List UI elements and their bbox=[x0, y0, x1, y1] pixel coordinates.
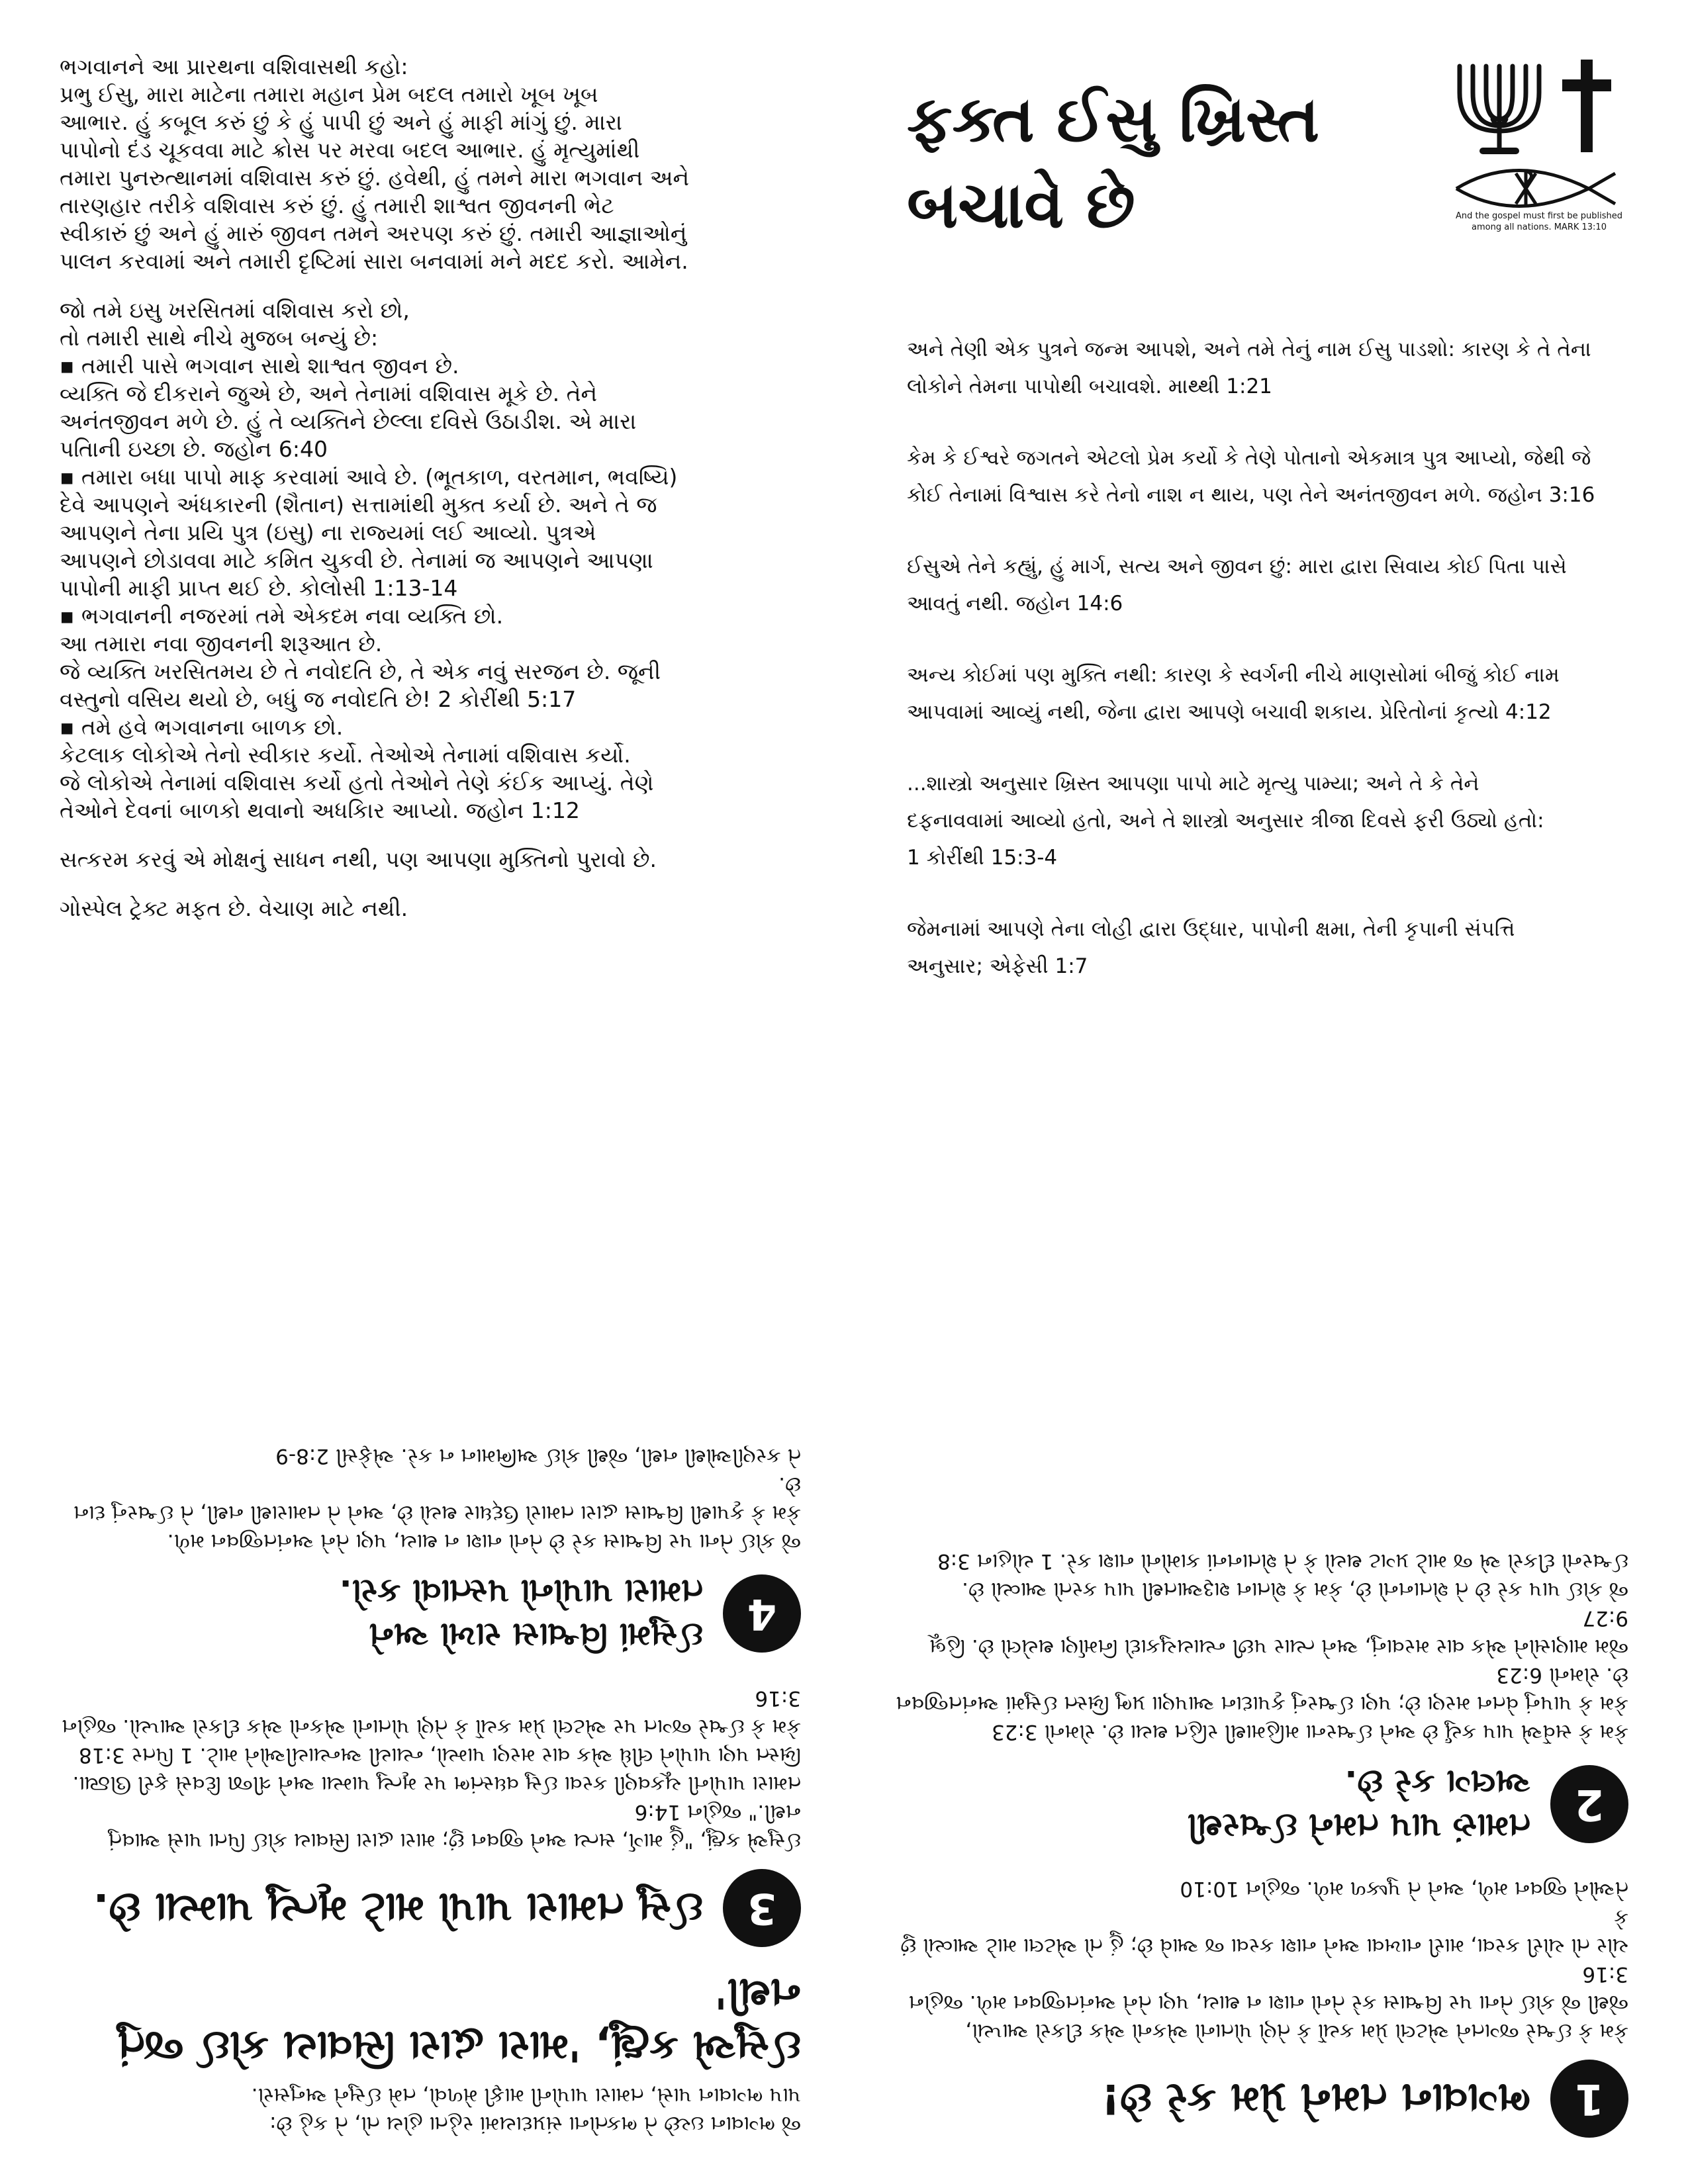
gospel-step bbox=[60, 1441, 801, 1657]
step-title: તમારું પાપ તમને ઈશ્વરથી અલગ કરે છે. bbox=[1187, 1763, 1530, 1845]
prayer-line: તારણહાર તરીકે વશિવાસ કરું છું. હું તમારી શાશ્વત જીવનની ભેટ bbox=[60, 193, 614, 218]
believe-line: પાપોની માફી પ્રાપ્ત થઈ છે. કોલોસી 1:13-14 bbox=[60, 575, 458, 601]
verse-item: અને તેણી એક પુત્રને જન્મ આપશે, અને તમે તેનું નામ ઈસુ પાડશો: કારણ કે તે તેના લોકોને તેમના પાપોથી બચાવશે. માથ્થી 1:21 bbox=[907, 338, 1591, 398]
believe-line: અનંતજીવન મળે છે. હું તે વ્યક્તિને છેલ્લા દવિસે ઉઠાડીશ. એ મારા bbox=[60, 408, 637, 434]
believe-line: તો તમારી સાથે નીચે મુજબ બન્યું છે: bbox=[60, 325, 379, 351]
bottom-right-panel bbox=[880, 1148, 1628, 2138]
believe-paragraph bbox=[60, 296, 801, 825]
gospel-step bbox=[60, 1684, 801, 1947]
logo-caption-line-2: among all nations. MARK 13:10 bbox=[1472, 222, 1607, 232]
believe-line: આ તમારા નવા જીવનની શરૂઆત છે. bbox=[60, 631, 383, 657]
verse-item: જેમનામાં આપણે તેના લોહી દ્વારા ઉદ્ધાર, પાપોની ક્ષમા, તેની કૃપાની સંપત્તિ અનુસાર; એફેસી 1:7 bbox=[907, 917, 1515, 978]
verse-item: ...શાસ્ત્રો અનુસાર ખ્રિસ્ત આપણા પાપો માટે મૃત્યુ પામ્યા; અને તે કે તેને દફનાવવામાં આવ્યો હતો, અને તે શાસ્ત્રો અનુસાર ત્રીજા દિવસે ફરી ઉઠ્યો હતો: 1 કોરીંથી 15:3-4 bbox=[907, 772, 1544, 870]
believe-line: જે વ્યક્તિ ખરસિતમય છે તે નવોદતિ છે, તે એક નવું સરજન છે. જૂની bbox=[60, 659, 661, 684]
step-header bbox=[60, 1570, 801, 1657]
believe-line: ▪ તમારી પાસે ભગવાન સાથે શાશ્વત જીવન છે. bbox=[60, 353, 459, 379]
believe-line: કેટલાક લોકોએ તેનો સ્વીકાર કર્યો. તેઓએ તેનામાં વશિવાસ કર્યો. bbox=[60, 742, 631, 768]
ichthys-chi-rho-icon bbox=[1456, 171, 1615, 207]
believe-line: ▪ તમે હવે ભગવાનના બાળક છો. bbox=[60, 714, 344, 740]
prayer-line: પ્રભુ ઈસુ, મારા માટેના તમારા મહાન પ્રેમ બદલ તમારો ખૂબ ખૂબ bbox=[60, 81, 598, 107]
believe-line: વસ્તુનો વસિય થયો છે, બધું જ નવોદતિ છે! 2 કોરીંથી 5:17 bbox=[60, 686, 577, 712]
title-line-1: ફક્ત ઈસુ ખ્રિસ્ત bbox=[907, 82, 1320, 156]
bottom-left-intro: જે ભગવાન ઇચ્છે તે ભક્તોના સંપ્રદાયમાં રહેતા હોય તો, તે કહે છે: પાપ ભગવાન પાસે, તમારા પાપોની માફી મેળવો, તમે ઈસુને અનુસરો. bbox=[251, 2083, 801, 2136]
logo-graphic bbox=[1443, 53, 1635, 212]
believe-line: પતિાની ઇચ્છા છે. જહોન 6:40 bbox=[60, 436, 328, 462]
menorah-icon bbox=[1460, 66, 1539, 151]
step-header bbox=[880, 1760, 1628, 1848]
gospel-step bbox=[880, 1874, 1628, 2138]
believe-line: જો તમે ઇસુ ખરસિતમાં વશિવાસ કરો છો, bbox=[60, 297, 410, 323]
believe-line: જે લોકોએ તેનામાં વશિવાસ કર્યો હતો તેઓને તેણે કંઈક આપ્યું. તેણે bbox=[60, 770, 654, 796]
believe-line: ▪ તમારા બધા પાપો માફ કરવામાં આવે છે. (ભૂતકાળ, વરતમાન, ભવષ્યિ) bbox=[60, 464, 678, 490]
step-header bbox=[880, 2060, 1628, 2138]
page-title bbox=[907, 76, 1423, 248]
bottom-left-lead: ઈસુએ કહ્યું, 'મારા દ્વારા સિવાય કોઈ જતું નથી' bbox=[117, 1970, 801, 2071]
prayer-line: પાપોનો દંડ ચૂકવવા માટે ક્રોસ પર મરવા બદલ આભાર. હું મૃત્યુમાંથી bbox=[60, 137, 640, 163]
prayer-line: આભાર. હું કબૂલ કરું છું કે હું પાપી છું અને હું માફી માંગું છું. મારા bbox=[60, 109, 622, 135]
verse-list bbox=[907, 331, 1635, 1019]
step-body: કેમ કે ઈશ્વરે જગતને એટલો પ્રેમ કર્યો કે તેણે પોતાનો એકનો એક દીકરો આપ્યો, જેથી જે કોઈ તેના પર વિશ્વાસ કરે તેનો નાશ ન થાય, પણ તેને અનંતજીવન મળે. જહોન 3:16 ચોર તો ચોરી કરવા, મારી નાખવા અને નાશ કરવા જ આવે છે; હું તો એટલા માટે આવ્યો છું કે તેઓને જીવન મળે, અને તે પુષ્કળ મળે. જહોન 10:10 bbox=[900, 1877, 1628, 2043]
step-number-badge: 4 bbox=[723, 1574, 801, 1653]
verse-item: ઈસુએ તેને કહ્યું, હું માર્ગ, સત્ય અને જીવન છું: મારા દ્વારા સિવાય કોઈ પિતા પાસે આવતું નથી. જહોન 14:6 bbox=[907, 555, 1567, 615]
step-title: ઈસુ તમારા પાપો માટે મૃત્યુ પામ્યા છે. bbox=[93, 1884, 703, 1933]
step-body: ઈસુએ કહ્યું, "હું માર્ગ, સત્ય અને જીવન છું; મારા દ્વારા સિવાય કોઈ પિતા પાસે આવતું નથી." જહોન 14:6 તમારા પાપોની ચૂકવણી કરવા ઈસુ વધસ્તંભ પર મૃત્યુ પામ્યા અને ત્રીજા દિવસે ફરી ઊઠ્યા. ખ્રિસ્ત પણ પાપોને લીધે એક વાર મરણ પામ્યો, ન્યાયી અન્યાયીઓને માટે. 1 પિતર 3:18 કેમ કે ઈશ્વરે જગત પર એટલો પ્રેમ કર્યો કે તેણે પોતાનો એકનો એક દીકરો આપ્યો. જહોન 3:16 bbox=[62, 1686, 801, 1852]
step-number-badge: 2 bbox=[1550, 1765, 1628, 1843]
cross-icon bbox=[1562, 60, 1611, 152]
bottom-left-sections bbox=[60, 1441, 801, 1947]
verse-item: અન્ય કોઈમાં પણ મુક્તિ નથી: કારણ કે સ્વર્ગની નીચે માણસોમાં બીજું કોઈ નામ આપવામાં આવ્યું નથી, જેના દ્વારા આપણે બચાવી શકાય. પ્રેરિતોનાં કૃત્યો 4:12 bbox=[907, 663, 1560, 724]
works-note: સત્કરમ કરવું એ મોક્ષનું સાધન નથી, પણ આપણા મુક્તિનો પુરાવો છે. bbox=[60, 846, 657, 872]
logo-caption-line-1: And the gospel must first be published bbox=[1455, 211, 1622, 221]
prayer-line: ભગવાનને આ પ્રારથના વશિવાસથી કહો: bbox=[60, 54, 408, 79]
step-number-badge: 1 bbox=[1550, 2060, 1628, 2138]
step-title: ભગવાન તમને પ્રેમ કરે છે! bbox=[1101, 2075, 1530, 2123]
step-number-badge: 3 bbox=[723, 1869, 801, 1947]
gospel-step bbox=[880, 1547, 1628, 1848]
step-body: કેમ કે સર્વેએ પાપ કર્યું છે અને ઈશ્વરના મહિમાથી રહિત થયા છે. રોમનો 3:23 કેમ કે પાપનું વેતન મરણ છે; પણ ઈશ્વરનું કૃપાદાન આપણા પ્રભુ ખ્રિસ્ત ઈસુમાં અનંતજીવન છે. રોમનો 6:23 જેમ માણસોને એક વાર મરવાનું, અને ત્યાર પછી ન્યાયચુકાદો નિર્માણ થયેલો છે. હિબ્રૂ 9:27 જે કોઈ પાપ કરે છે તે શેતાનનો છે, કેમ કે શેતાન શરૂઆતથી પાપ કરતો આવ્યો છે. ઈશ્વરનો દીકરો એ જ માટે પ્રગટ થયો કે તે શેતાનનાં કામોનો નાશ કરે. 1 યોહાન 3:8 bbox=[896, 1549, 1628, 1744]
prayer-panel bbox=[60, 53, 801, 944]
believe-line: આપણને તેના પ્રયિ પુત્ર (ઇસુ) ના રાજ્યમાં લઈ આવ્યો. પુત્રએ bbox=[60, 520, 596, 545]
believe-line: આપણને છોડાવવા માટે કમિત ચુકવી છે. તેનામાં જ આપણને આપણા bbox=[60, 547, 653, 573]
title-line-2: બચાવે છે bbox=[907, 168, 1135, 242]
verse-item: કેમ કે ઈશ્વરે જગતને એટલો પ્રેમ કર્યો કે તેણે પોતાનો એકમાત્ર પુત્ર આપ્યો, જેથી જે કોઈ તેનામાં વિશ્વાસ કરે તેનો નાશ ન થાય, પણ તેને અનંતજીવન મળે. જહોન 3:16 bbox=[907, 446, 1595, 507]
step-body: જે કોઈ તેના પર વિશ્વાસ કરે છે તેનો નાશ ન થાય, પણ તેને અનંતજીવન મળે. કેમ કે કૃપાથી વિશ્વાસ દ્વારા તમારો ઉદ્ધાર થયો છે, અને તે તમારાથી નથી, તે ઈશ્વરનું દાન છે. તે કરણીઓથી નથી, જેથી કોઈ અભિમાન ન કરે. એફેસી 2:8-9 bbox=[73, 1444, 801, 1553]
prayer-line: તમારા પુનરુત્થાનમાં વશિવાસ કરું છું. હવેથી, હું તમને મારા ભગવાન અને bbox=[60, 165, 690, 191]
bottom-left-panel bbox=[60, 1148, 801, 2138]
free-tract-note: ગોસ્પેલ ટ્રેક્ટ મફત છે. વેચાણ માટે નથી. bbox=[60, 895, 408, 921]
believe-line: તેઓને દેવનાં બાળકો થવાનો અધકિાર આપ્યો. જહોન 1:12 bbox=[60, 797, 580, 823]
bottom-right-sections bbox=[880, 1547, 1628, 2138]
prayer-paragraph bbox=[60, 53, 801, 275]
believe-line: વ્યક્તિ જે દીકરાને જુએ છે, અને તેનામાં વશિવાસ મૂકે છે. તેને bbox=[60, 381, 598, 406]
believe-line: દેવે આપણને અંધકારની (શૈતાન) સત્તામાંથી મુક્ત કર્યા છે. અને તે જ bbox=[60, 492, 657, 518]
step-header bbox=[60, 1869, 801, 1947]
prayer-line: સ્વીકારું છું અને હું મારું જીવન તમને અરપણ કરું છું. તમારી આજ્ઞાઓનું bbox=[60, 220, 687, 246]
believe-line: ▪ ભગવાનની નજરમાં તમે એકદમ નવા વ્યક્તિ છો. bbox=[60, 603, 504, 629]
logo-caption bbox=[1436, 210, 1642, 233]
prayer-line: પાલન કરવામાં અને તમારી દૃષ્ટિમાં સારા બનવામાં મને મદદ કરો. આમેન. bbox=[60, 248, 688, 274]
step-title: ઈસુમાં વિશ્વાસ રાખો અને તમારા પાપોનો પસ્તાવો કરો. bbox=[339, 1572, 703, 1655]
